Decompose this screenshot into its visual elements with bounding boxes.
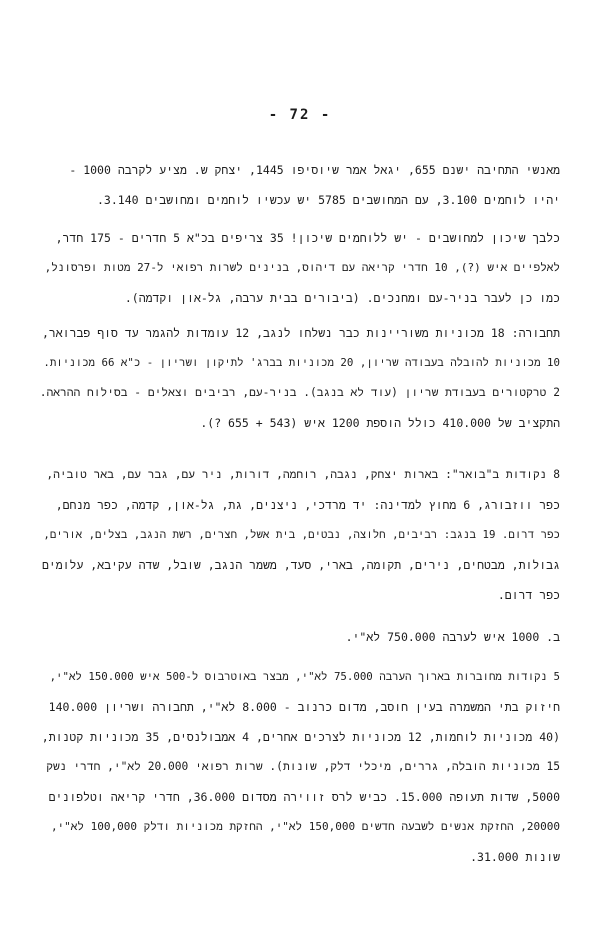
- text-line: תחבורה: 18 מכוניות משוריינות כבר נשלחו לנגב, 12 עומדות להגמר עד סוף פברואר,: [41, 326, 560, 340]
- text-line: ב. 1000 איש לערבה 750.000 לא"י.: [345, 630, 560, 644]
- paragraph-housing: [40, 223, 560, 313]
- paragraph-transport: [40, 318, 560, 438]
- text-line: 8 נקודות ב"בואר": בארות יצחק, נגבה, רוחמה, דורות, ניר עם, גבר עם, באר טוביה,: [46, 468, 560, 481]
- text-line: כפר דרום. 19 בנגב: רביבים, חלוצה, נבטים, בית אשל, חצרים, רשת הנגב, בצלים, אורים,: [43, 528, 560, 541]
- paragraph-points: [40, 460, 560, 610]
- text-line: (40 מכוניות לוחמות, 12 מכוניות לצרכים אחרים, 4 אמבולנסים, 35 מכוניות קטנות,: [41, 730, 560, 744]
- text-line: כמו כן לעבר בניר-עם ומחנכים. (ביבורים בבית ערבה, גל-און וקדמה).: [124, 291, 560, 305]
- text-line: 5000, שדות תעופה 15.000. כביש לרס זווירה מסדום 36.000, חדרי קריאה וטלפונים: [48, 790, 560, 804]
- text-line: יהיו לוחמים 3.100, עם המחושבים 5785 יש עכשיו לוחמים ומחושבים 3.140.: [96, 193, 560, 207]
- text-line: לאלפיים איש (?), 10 חדרי קריאה עם דיהוס, בנינים לשרות רפואי ל-27 מטות ופרסונל,: [44, 261, 560, 274]
- text-line: 15 מכוניות הובלה, גררים, מיכלי דלק, שונות). שרות רפואי 20.000 לא"י, חדרי נשק: [46, 760, 560, 773]
- paragraph-section-b: [40, 662, 560, 872]
- text-line: שונות 31.000.: [470, 850, 560, 864]
- text-line: 2 טרקטורים בעבודת שריון (עוד לא בנגב). בניר-עם, רביבים וצאלים - בסילוח ההראה.: [40, 386, 560, 399]
- text-line: כלבך שיכון למחושבים - יש ללוחמים שיכון! 35 צריפים בכ"א 5 חדרים - 175 חדר,: [55, 231, 560, 245]
- text-line: חיזוק בתי המשמרה בעין חוסב, מדום כרנוב - 8.000 לא"י, תחבורה ושריון 140.000: [48, 700, 560, 714]
- text-line: 5 נקודות מחוברות בארוך הערבה 75.000 לא"י, מבצר באוטרבוס ל-500 איש 150.000 לא"י,: [49, 670, 560, 683]
- text-line: גבולות, מבטחים, נירים, תקומה, בארי, סעד, משמר הנגב, שובל, שדה עקיבא, עלומים: [41, 558, 560, 572]
- text-line: התקציב של 410.000 כולל הוספת 1200 איש (543 + 655 ?).: [200, 416, 560, 430]
- text-line: 20000, החזקת אנשים לשבעה חדשים 150,000 לא"י, החזקת מכוניות ודלק 100,000 לא"י,: [50, 820, 560, 833]
- text-line: מאנשי התחיבה ישנם 655, יגאל אמר שיוסיפו 1445, יצחק ש. מציע לקרבה 1000 -: [69, 163, 560, 177]
- paragraph-intro: [40, 155, 560, 215]
- section-b-heading: [40, 622, 560, 652]
- page-number: - 72 -: [268, 107, 332, 123]
- text-line: 10 מכוניות להובלה בעבודה שריון, 20 מכוניות בברג' לתיקון ושריון - כ"א 66 מכוניות.: [43, 356, 560, 369]
- text-line: כפר ווזבורג, 6 מחוץ למדינה: יד מרדכי, ניצנים, גת, גל-און, קדמה, כפר מנחם,: [55, 498, 560, 512]
- text-line: כפר דרום.: [497, 588, 560, 602]
